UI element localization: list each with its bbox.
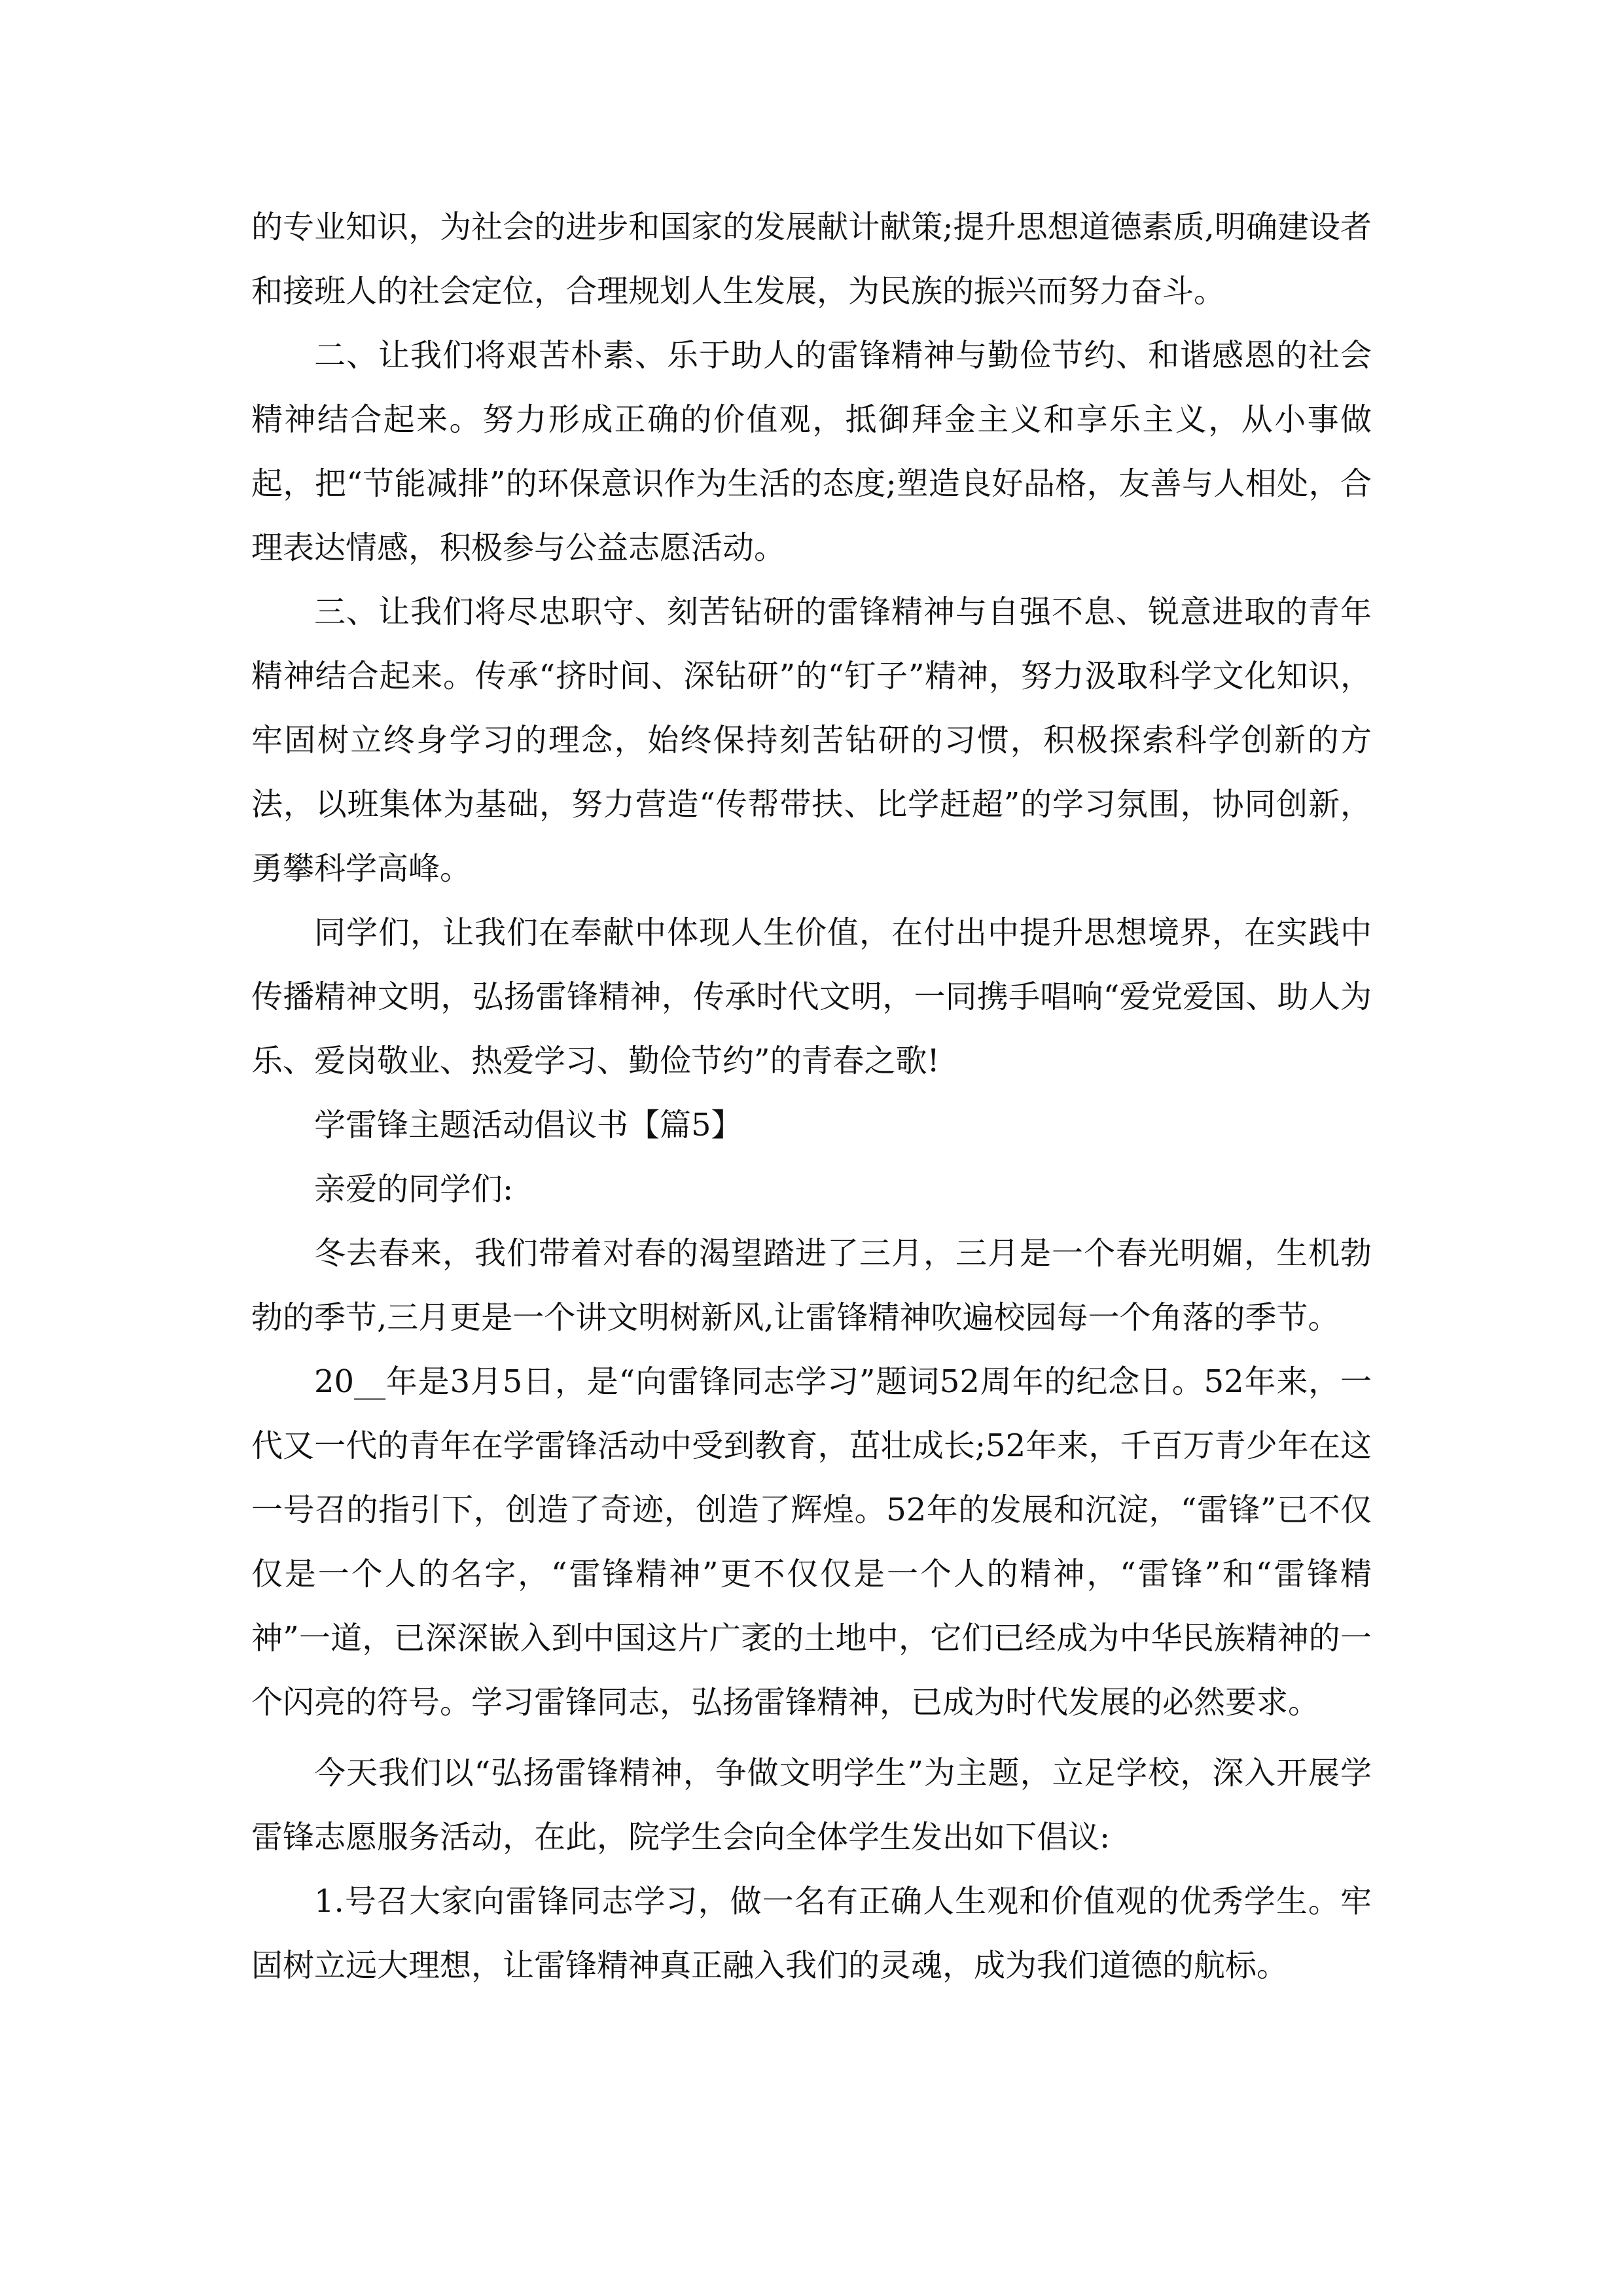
section-heading: 学雷锋主题活动倡议书【篇5】	[314, 1107, 743, 1143]
paragraph-closing-call: 同学们，让我们在奉献中体现人生价值，在付出中提升思想境界，在实践中传播精神文明，弘扬雷锋精神，传承时代文明，一同携手唱响“爱党爱国、助人为乐、爱岗敬业、热爱学习、勤俭节约”的青春之歌!	[251, 914, 1372, 1079]
paragraph-anniversary: 20__年是3月5日，是“向雷锋同志学习”题词52周年的纪念日。52年来，一代又一代的青年在学雷锋活动中受到教育，茁壮成长;52年来，千百万青少年在这一号召的指引下，创造了奇迹，创造了辉煌。52年的发展和沉淀，“雷锋”已不仅仅是一个人的名字，“雷锋精神”更不仅仅是一个人的精神，“雷锋”和“雷锋精神”一道，已深深嵌入到中国这片广袤的土地中，它们已经成为中华民族精神的一个闪亮的符号。学习雷锋同志，弘扬雷锋精神，已成为时代发展的必然要求。	[251, 1363, 1372, 1721]
paragraph-continuation: 的专业知识，为社会的进步和国家的发展献计献策;提升思想道德素质,明确建设者和接班人的社会定位，合理规划人生发展，为民族的振兴而努力奋斗。	[251, 209, 1372, 310]
paragraph-theme: 今天我们以“弘扬雷锋精神，争做文明学生”为主题，立足学校，深入开展学雷锋志愿服务活动，在此，院学生会向全体学生发出如下倡议:	[251, 1755, 1372, 1856]
salutation: 亲爱的同学们:	[314, 1171, 514, 1208]
paragraph-point-three: 三、让我们将尽忠职守、刻苦钻研的雷锋精神与自强不息、锐意进取的青年精神结合起来。传承“挤时间、深钻研”的“钉子”精神，努力汲取科学文化知识，牢固树立终身学习的理念，始终保持刻苦钻研的习惯，积极探索科学创新的方法，以班集体为基础，努力营造“传帮带扶、比学赶超”的学习氛围，协同创新，勇攀科学高峰。	[251, 594, 1372, 887]
paragraph-proposal-one: 1.号召大家向雷锋同志学习，做一名有正确人生观和价值观的优秀学生。牢固树立远大理想，让雷锋精神真正融入我们的灵魂，成为我们道德的航标。	[251, 1883, 1372, 1984]
document-body	[251, 195, 1372, 1998]
paragraph-point-two: 二、让我们将艰苦朴素、乐于助人的雷锋精神与勤俭节约、和谐感恩的社会精神结合起来。努力形成正确的价值观，抵御拜金主义和享乐主义，从小事做起，把“节能减排”的环保意识作为生活的态度;塑造良好品格，友善与人相处，合理表达情感，积极参与公益志愿活动。	[251, 337, 1372, 566]
paragraph-spring: 冬去春来，我们带着对春的渴望踏进了三月，三月是一个春光明媚，生机勃勃的季节,三月更是一个讲文明树新风,让雷锋精神吹遍校园每一个角落的季节。	[251, 1235, 1372, 1336]
